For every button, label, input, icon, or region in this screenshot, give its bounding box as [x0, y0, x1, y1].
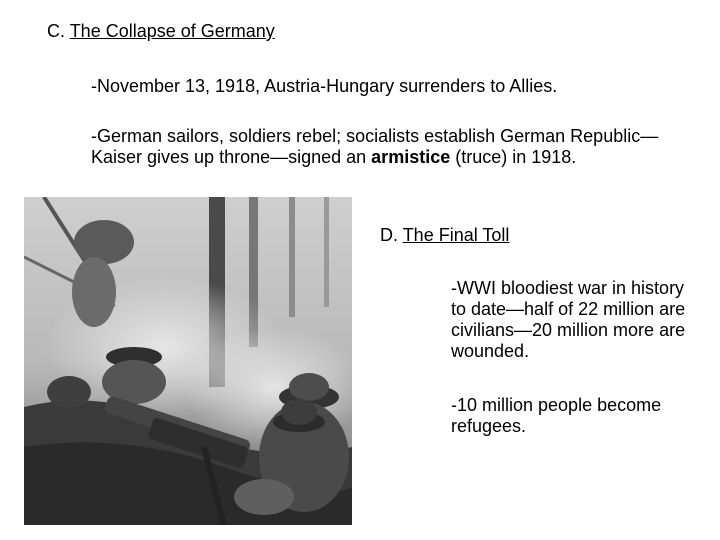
collapse-point-2-text-b: (truce) in 1918. [450, 147, 577, 167]
section-d-heading [380, 225, 509, 246]
collapse-point-1: -November 13, 1918, Austria-Hungary surrenders to Allies. [91, 76, 558, 96]
armistice-term: armistice [371, 147, 451, 167]
collapse-point-2-text-a: -German sailors, soldiers rebel; socialists establish German Republic—Kaiser gives up throne—signed an [91, 126, 659, 167]
section-c-letter: C. [47, 21, 65, 41]
collapse-point-2 [91, 126, 691, 168]
section-c-heading [47, 21, 275, 42]
toll-point-2: -10 million people become refugees. [451, 395, 662, 436]
section-d-letter: D. [380, 225, 398, 245]
toll-point-1: -WWI bloodiest war in history to date—half of 22 million are civilians—20 million more are wounded. [451, 278, 686, 361]
section-d-title: The Final Toll [402, 225, 510, 245]
section-c-title: The Collapse of Germany [69, 21, 275, 41]
wwi-soldiers-photo [24, 197, 352, 525]
